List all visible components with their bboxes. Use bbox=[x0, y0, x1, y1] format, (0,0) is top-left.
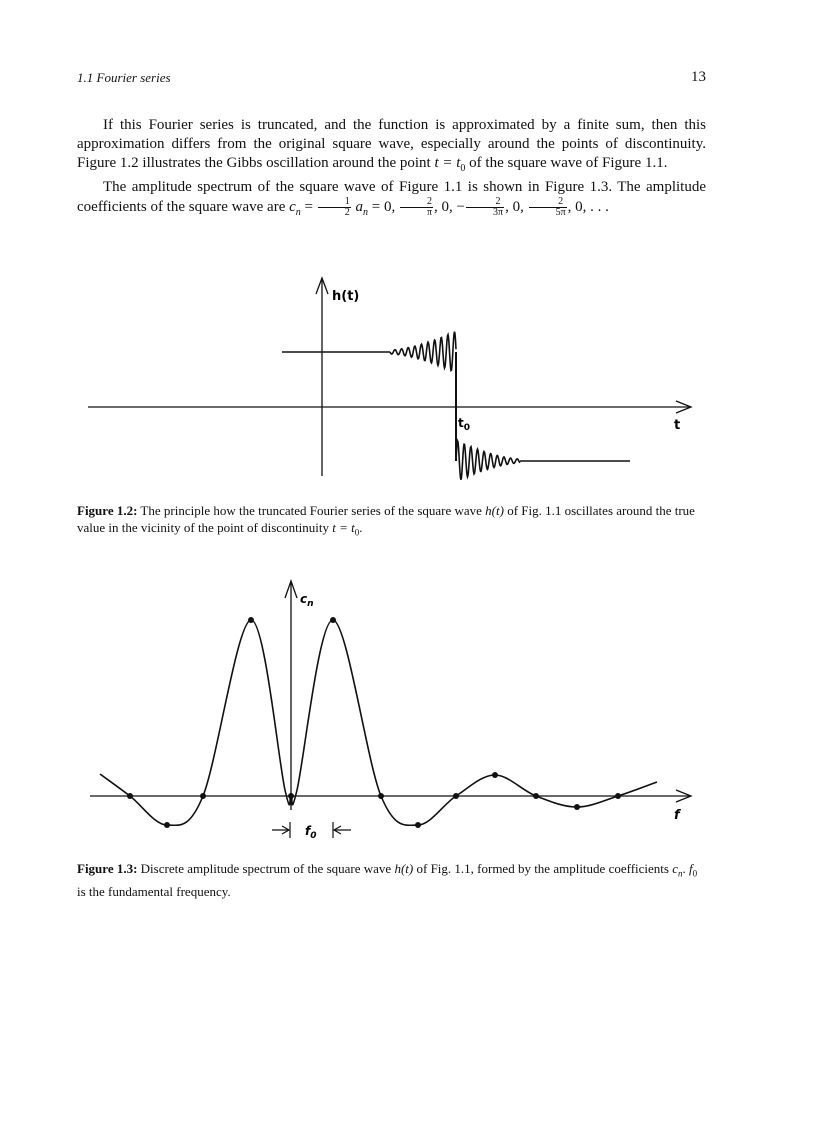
frac-2-3pi bbox=[466, 197, 504, 218]
fig3-sample-point bbox=[330, 617, 336, 623]
p2-text: The amplitude spectrum of the square wave of Figure 1.1 is shown in Figure 1.3. The amplitude coefficients of the square wave are bbox=[77, 179, 706, 215]
fig3-xlabel: f bbox=[674, 808, 680, 823]
figure-gibbs bbox=[0, 270, 816, 490]
frac-3-den: 5π bbox=[555, 207, 566, 218]
caption-1-3-cn: c bbox=[672, 861, 678, 876]
p1-text-after: of the square wave of Figure 1.1. bbox=[465, 155, 668, 171]
fig3-ylabel-var: c bbox=[300, 592, 308, 606]
p2-sep1: , 0, − bbox=[434, 198, 466, 215]
frac-half-den: 2 bbox=[344, 207, 350, 218]
fig2-xlabel: t bbox=[674, 418, 681, 433]
caption-figure-1-2 bbox=[77, 502, 706, 542]
p2-eq2: = 0, bbox=[368, 198, 399, 215]
frac-2-num: 2 bbox=[466, 197, 504, 208]
p2-an-sub: n bbox=[363, 206, 369, 218]
fig2-gibbs-low bbox=[456, 441, 520, 480]
caption-1-3-f0-sub: 0 bbox=[692, 868, 698, 879]
caption-1-3-label: Figure 1.3: bbox=[77, 861, 138, 876]
caption-1-2-label: Figure 1.2: bbox=[77, 503, 138, 518]
fig2-t0-var: t bbox=[458, 416, 464, 430]
fig3-ylabel-sub: n bbox=[307, 599, 314, 609]
caption-1-2-text: The principle how the truncated Fourier series of the square wave bbox=[137, 503, 486, 518]
p1-math: t = t bbox=[434, 155, 461, 171]
p2-an: a bbox=[355, 198, 364, 215]
paragraph-spectrum bbox=[77, 178, 706, 222]
caption-1-2-eq-sub: 0 bbox=[354, 527, 360, 538]
page-number: 13 bbox=[691, 69, 706, 85]
fig3-sample-point bbox=[415, 822, 421, 828]
caption-1-3-mid2: . bbox=[682, 861, 689, 876]
frac-3-num: 2 bbox=[529, 197, 567, 208]
frac-half bbox=[318, 197, 351, 218]
figure-spectrum bbox=[0, 570, 816, 860]
fig2-t0-label bbox=[458, 416, 470, 433]
paragraph-gibbs bbox=[77, 116, 706, 178]
fig2-t0-sub: 0 bbox=[463, 423, 471, 433]
running-head: 1.1 Fourier series bbox=[77, 70, 171, 85]
fig3-sample-point bbox=[164, 822, 170, 828]
fig3-sample-point bbox=[615, 793, 621, 799]
fig3-f0-sub: 0 bbox=[310, 831, 317, 841]
frac-1-num: 2 bbox=[400, 197, 433, 208]
caption-1-3-mid: of Fig. 1.1, formed by the amplitude coefficients bbox=[413, 861, 673, 876]
frac-2-den: 3π bbox=[493, 207, 504, 218]
caption-1-3-f0: f bbox=[689, 861, 693, 876]
caption-1-2-eq: t = t bbox=[332, 520, 355, 535]
p2-cn: c bbox=[289, 198, 296, 215]
fig2-gibbs-high bbox=[390, 332, 456, 371]
fig3-sample-point bbox=[533, 793, 539, 799]
frac-2-5pi bbox=[529, 197, 567, 218]
p2-eq1: = bbox=[300, 198, 317, 215]
fig3-sample-point bbox=[248, 617, 254, 623]
fig2-ylabel: h(t) bbox=[332, 289, 360, 304]
caption-1-3-ht: h(t) bbox=[394, 861, 414, 876]
p2-cn-sub: n bbox=[295, 206, 301, 218]
caption-1-2-mid: of Fig. 1.1 oscillates around the true value in the vicinity of the point of discontinuity bbox=[77, 503, 695, 535]
fig3-sample-point bbox=[200, 793, 206, 799]
caption-figure-1-3 bbox=[77, 860, 706, 900]
fig3-f0-label bbox=[305, 824, 317, 841]
fig3-sample-point bbox=[453, 793, 459, 799]
p2-tail: , 0, . . . bbox=[567, 198, 609, 215]
fig3-sample-point bbox=[127, 793, 133, 799]
caption-1-3-text: Discrete amplitude spectrum of the square wave bbox=[137, 861, 395, 876]
p1-math-sub: 0 bbox=[460, 163, 466, 174]
caption-1-2-ht: h(t) bbox=[485, 503, 504, 518]
p1-text: If this Fourier series is truncated, and the function is approximated by a finite sum, then this approximation differs from the original square wave, especially around the points of discontinuity. Figure 1.2 illustrates the Gibbs oscillation around the point bbox=[77, 117, 706, 171]
frac-2-pi bbox=[400, 197, 433, 218]
caption-1-3-cn-sub: n bbox=[678, 868, 683, 879]
caption-1-3-after: is the fundamental frequency. bbox=[77, 883, 231, 899]
fig3-sample-point bbox=[288, 793, 294, 799]
fig3-f0-var: f bbox=[305, 824, 311, 838]
frac-half-num: 1 bbox=[318, 197, 351, 208]
caption-1-2-after: . bbox=[359, 520, 363, 535]
fig3-ylabel bbox=[300, 592, 314, 609]
frac-1-den: π bbox=[426, 207, 433, 218]
body-text bbox=[77, 116, 706, 222]
p2-sep2: , 0, bbox=[505, 198, 528, 215]
fig3-sample-point bbox=[492, 772, 498, 778]
fig3-sample-point bbox=[574, 804, 580, 810]
fig3-sample-point bbox=[378, 793, 384, 799]
